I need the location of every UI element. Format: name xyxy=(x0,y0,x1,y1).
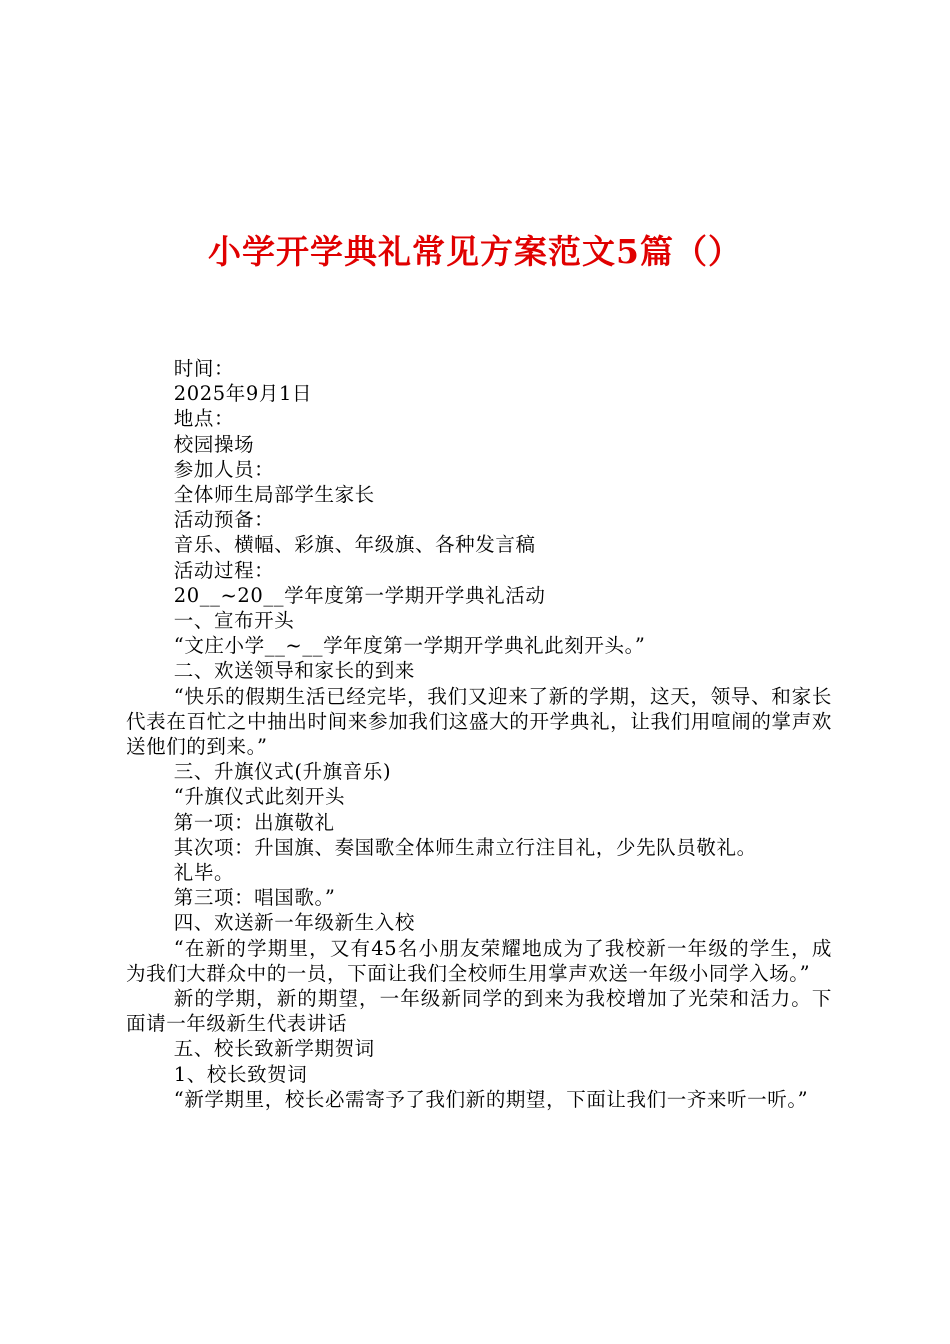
paragraph: 时间： xyxy=(173,357,235,380)
paragraph: 地点： xyxy=(173,407,235,431)
paragraph: 20__~20__学年度第一学期开学典礼活动 xyxy=(173,583,546,607)
paragraph: 二、欢送领导和家长的到来 xyxy=(173,659,415,683)
paragraph: 一、宣布开头 xyxy=(173,609,295,633)
paragraph: 音乐、横幅、彩旗、年级旗、各种发言稿 xyxy=(173,533,536,557)
paragraph: “新学期里，校长必需寄予了我们新的期望，下面让我们一齐来听一听。” xyxy=(173,1087,809,1111)
paragraph: 新的学期，新的期望，一年级新同学的到来为我校增加了光荣和活力。下面请一年级新生代表讲话 xyxy=(126,987,832,1036)
paragraph: 校园操场 xyxy=(173,432,255,456)
paragraph: “快乐的假期生活已经完毕，我们又迎来了新的学期，这天，领导、和家长代表在百忙之中抽出时间来参加我们这盛大的开学典礼，让我们用喧闹的掌声欢送他们的到来。” xyxy=(126,684,832,759)
paragraph: 参加人员： xyxy=(173,457,275,481)
paragraph: “文庄小学__~__学年度第一学期开学典礼此刻开头。” xyxy=(173,634,646,658)
paragraph: “升旗仪式此刻开头 xyxy=(173,785,346,809)
paragraph: “在新的学期里，又有45名小朋友荣耀地成为了我校新一年级的学生，成为我们大群众中的一员，下面让我们全校师生用掌声欢送一年级小同学入场。” xyxy=(126,936,832,985)
paragraph: 2025年9月1日 xyxy=(173,382,313,406)
paragraph: 活动预备： xyxy=(173,508,275,532)
paragraph: 礼毕。 xyxy=(173,861,235,885)
document-body xyxy=(126,356,832,1112)
paragraph: 其次项：升国旗、奏国歌全体师生肃立行注目礼，少先队员敬礼。 xyxy=(173,835,757,859)
paragraph: 第一项：出旗敬礼 xyxy=(173,810,335,834)
paragraph: 第三项：唱国歌。” xyxy=(173,886,336,910)
paragraph: 五、校长致新学期贺词 xyxy=(173,1037,375,1061)
paragraph: 1、校长致贺词 xyxy=(173,1062,308,1086)
paragraph: 三、升旗仪式(升旗音乐) xyxy=(173,760,392,784)
document-title: 小学开学典礼常见方案范文5篇（） xyxy=(208,232,742,272)
paragraph: 活动过程： xyxy=(173,558,275,582)
paragraph: 四、欢送新一年级新生入校 xyxy=(173,911,415,935)
paragraph: 全体师生局部学生家长 xyxy=(173,483,375,507)
